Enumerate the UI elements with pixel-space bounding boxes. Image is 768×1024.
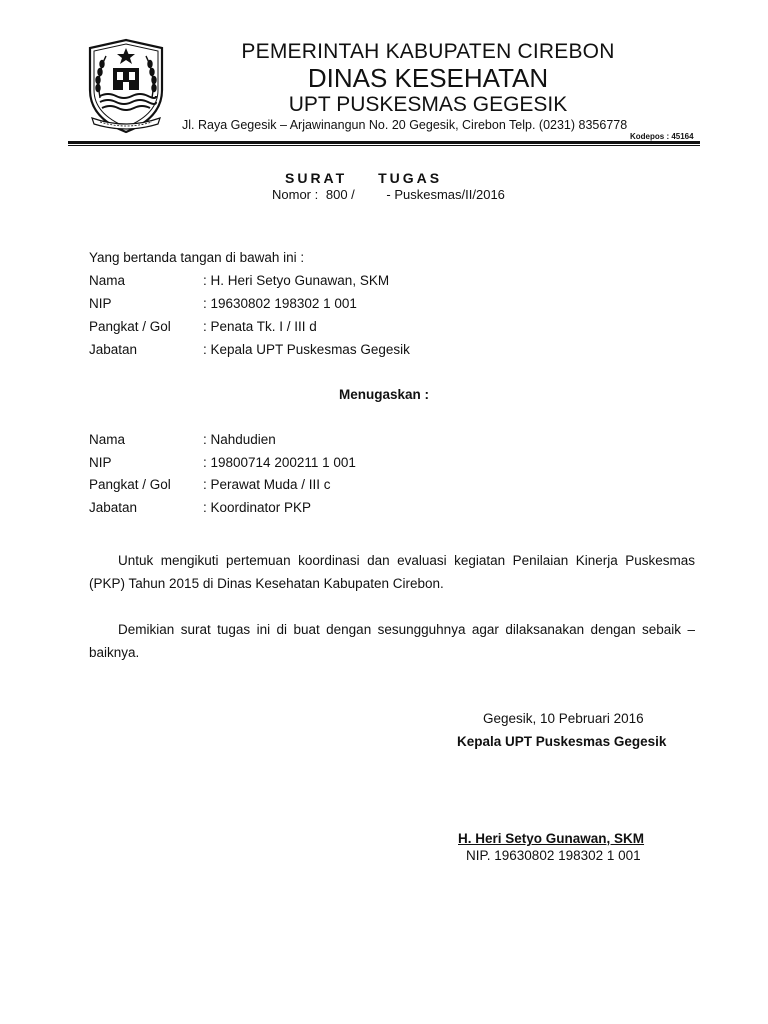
signer-position-title: Kepala UPT Puskesmas Gegesik [457,734,667,749]
assignee-rank-value: : Perawat Muda / III c [203,477,331,492]
signer-nip: NIP. 19630802 198302 1 001 [466,848,641,863]
letterhead-divider-thick [68,141,700,144]
letterhead-address: Jl. Raya Gegesik – Arjawinangun No. 20 Gegesik, Cirebon Telp. (0231) 8356778 [182,118,628,132]
letterhead-unit: UPT PUSKESMAS GEGESIK [288,93,568,116]
assignee-rank-label: Pangkat / Gol [89,477,171,492]
document-number-suffix: - Puskesmas/II/2016 [386,187,505,202]
assignee-position-value: : Koordinator PKP [203,500,312,515]
assignee-nip-label: NIP [89,455,112,470]
signer-name-label: Nama [89,273,126,288]
document-number-label: Nomor : [272,187,319,202]
assignee-name-value: : Nahdudien [203,432,276,447]
signer-name-value: : H. Heri Setyo Gunawan, SKM [203,273,390,288]
purpose-paragraph: Untuk mengikuti pertemuan koordinasi dan evaluasi kegiatan Penilaian Kinerja Puskesmas (PKP) Tahun 2015 di Dinas Kesehatan Kabupaten Cirebon. [89,553,695,591]
document-title: SURAT TUGAS [285,170,443,186]
document-number-value: 800 / [325,187,355,202]
signer-nip-label: NIP [89,296,112,311]
letterhead-postal-code: Kodepos : 45164 [630,132,694,141]
signer-rank-value: : Penata Tk. I / III d [203,319,317,334]
document-number [272,187,505,202]
closing-paragraph: Demikian surat tugas ini di buat dengan sesungguhnya agar dilaksanakan dengan sebaik – baiknya. [89,622,695,660]
signer-name: H. Heri Setyo Gunawan, SKM [458,831,645,846]
letterhead-divider-thin [68,145,700,146]
letterhead-government: PEMERINTAH KABUPATEN CIREBON [241,40,615,63]
assignee-name-label: Nama [89,432,126,447]
assign-heading: Menugaskan : [338,387,430,402]
signer-position-label: Jabatan [89,342,138,357]
signer-position-value: : Kepala UPT Puskesmas Gegesik [203,342,410,357]
signer-rank-label: Pangkat / Gol [89,319,171,334]
assignee-nip-value: : 19800714 200211 1 001 [203,455,356,470]
assignee-position-label: Jabatan [89,500,138,515]
place-date: Gegesik, 10 Pebruari 2016 [483,711,644,726]
signer-nip-value: : 19630802 198302 1 001 [203,296,357,311]
intro-text: Yang bertanda tangan di bawah ini : [89,250,305,265]
letterhead-agency: DINAS KESEHATAN [307,63,549,93]
